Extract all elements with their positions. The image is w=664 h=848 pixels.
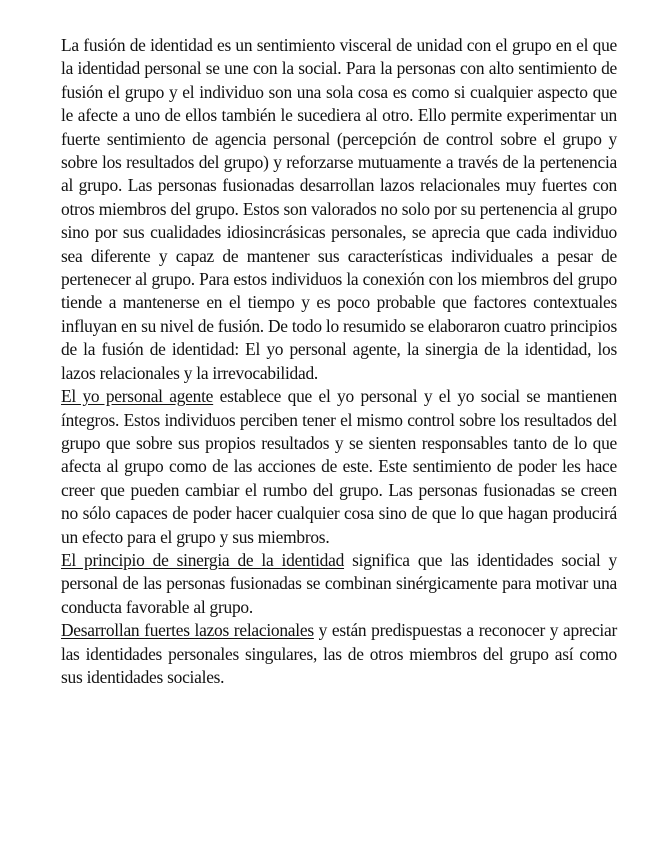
paragraph-sinergia-identidad	[61, 549, 617, 619]
paragraph-yo-personal-agente	[61, 385, 617, 549]
term-sinergia-identidad: El principio de sinergia de la identidad	[61, 549, 345, 570]
paragraph-lazos-relacionales-text: y están predispuestas a reconocer y apreciar las identidades personales singulares, las de otros miembros del grupo así como sus identidades sociales.	[61, 620, 618, 687]
term-lazos-relacionales: Desarrollan fuertes lazos relacionales	[61, 620, 314, 641]
term-yo-personal-agente: El yo personal agente	[61, 386, 214, 407]
paragraph-lazos-relacionales	[61, 619, 617, 689]
paragraph-yo-personal-agente-text: establece que el yo personal y el yo social se mantienen íntegros. Estos individuos perciben tener el mismo control sobre los resultados del grupo que sobre sus propios resultados y se sienten responsables tanto de lo que afecta al grupo como de las acciones de este. Este sentimiento de poder les hace creer que pueden cambiar el rumbo del grupo. Las personas fusionadas se creen no sólo capaces de poder hacer cualquier cosa sino de que lo que hagan producirá un efecto para el grupo y sus miembros.	[61, 386, 617, 547]
document-page	[61, 34, 617, 689]
paragraph-sinergia-identidad-text: significa que las identidades social y personal de las personas fusionadas se combinan sinérgicamente para motivar una conducta favorable al grupo.	[61, 549, 618, 617]
paragraph-fusion-intro: La fusión de identidad es un sentimiento visceral de unidad con el grupo en el que la identidad personal se une con la social. Para la personas con alto sentimiento de fusión el grupo y el individuo son una sola cosa es como si cualquier aspecto que le afecte a uno de ellos también le sucediera al otro. Ello permite experimentar un fuerte sentimiento de agencia personal (percepción de control sobre el grupo y sobre los resultados del grupo) y reforzarse mutuamente a través de la pertenencia al grupo. Las personas fusionadas desarrollan lazos relacionales muy fuertes con otros miembros del grupo. Estos son valorados no solo por su pertenencia al grupo sino por sus cualidades idiosincrásicas personales, se aprecia que cada individuo sea diferente y capaz de mantener sus características individuales a pesar de pertenecer al grupo. Para estos individuos la conexión con los miembros del grupo tiende a mantenerse en el tiempo y es poco probable que factores contextuales influyan en su nivel de fusión. De todo lo resumido se elaboraron cuatro principios de la fusión de identidad: El yo personal agente, la sinergia de la identidad, los lazos relacionales y la irrevocabilidad.	[61, 35, 617, 383]
